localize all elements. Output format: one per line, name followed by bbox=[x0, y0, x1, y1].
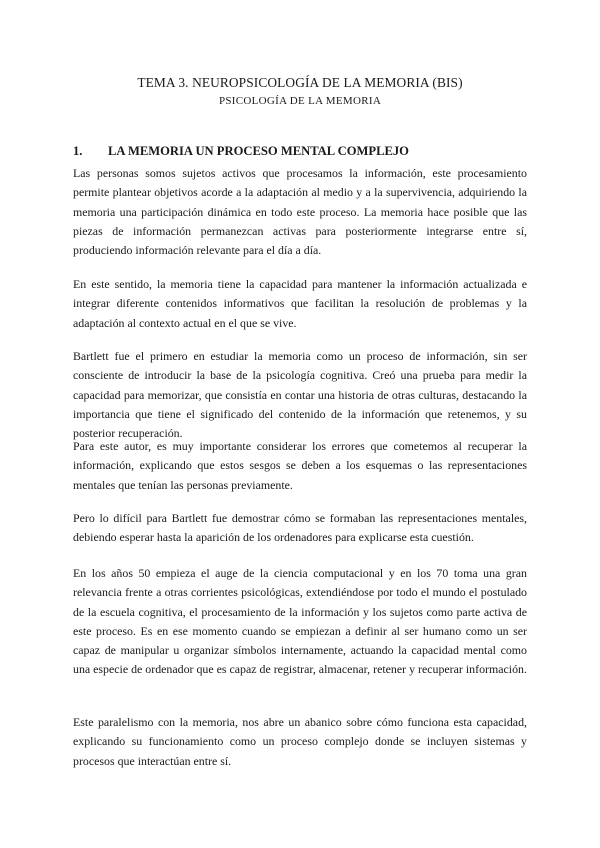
section-heading bbox=[73, 144, 409, 159]
section-title: LA MEMORIA UN PROCESO MENTAL COMPLEJO bbox=[108, 144, 409, 158]
paragraph-3: Bartlett fue el primero en estudiar la memoria como un proceso de información, sin ser consciente de introducir la base de la psicología cognitiva. Creó una prueba para medir la capacidad para memorizar, que consistía en contar una historia de otras culturas, destacando la importancia que tiene el significado del contenido de la información que retenemos, y su posterior recuperación. bbox=[73, 349, 527, 441]
paragraph-6: En los años 50 empieza el auge de la ciencia computacional y en los 70 toma una gran relevancia frente a otras corrientes psicológicas, extendiéndose por todo el mundo el postulado de la escuela cognitiva, el procesamiento de la información y los sujetos como parte activa de este proceso. Es en ese momento cuando se empiezan a definir al ser humano como un ser capaz de manipular u organizar símbolos internamente, actuando la capacidad mental como una especie de ordenador que es capaz de registrar, almacenar, retener y recuperar información. bbox=[73, 566, 527, 677]
paragraph-4: Para este autor, es muy importante considerar los errores que cometemos al recuperar la información, explicando que estos sesgos se deben a los esquemas o las representaciones mentales que tenían las personas previamente. bbox=[73, 439, 527, 492]
paragraph-5: Pero lo difícil para Bartlett fue demostrar cómo se formaban las representaciones mentales, debiendo esperar hasta la aparición de los ordenadores para explicarse esta cuestión. bbox=[73, 511, 527, 545]
paragraph-2: En este sentido, la memoria tiene la capacidad para mantener la información actualizada e integrar diferente contenidos informativos que facilitan la resolución de problemas y la adaptación al contexto actual en el que se vive. bbox=[73, 277, 527, 330]
section-number: 1. bbox=[73, 144, 83, 158]
document-title: TEMA 3. NEUROPSICOLOGÍA DE LA MEMORIA (BIS) bbox=[137, 75, 463, 90]
paragraph-1: Las personas somos sujetos activos que procesamos la información, este procesamiento permite plantear objetivos acorde a la adaptación al medio y a la supervivencia, adquiriendo la memoria una participación dinámica en todo este proceso. La memoria hace posible que las piezas de información permanezcan activas para posteriormente integrarse entre sí, produciendo información relevante para el día a día. bbox=[73, 166, 527, 258]
document-subtitle: PSICOLOGÍA DE LA MEMORIA bbox=[218, 95, 382, 107]
paragraph-7: Este paralelismo con la memoria, nos abre un abanico sobre cómo funciona esta capacidad, explicando su funcionamiento como un proceso complejo donde se incluyen sistemas y procesos que interactúan entre sí. bbox=[73, 715, 527, 768]
